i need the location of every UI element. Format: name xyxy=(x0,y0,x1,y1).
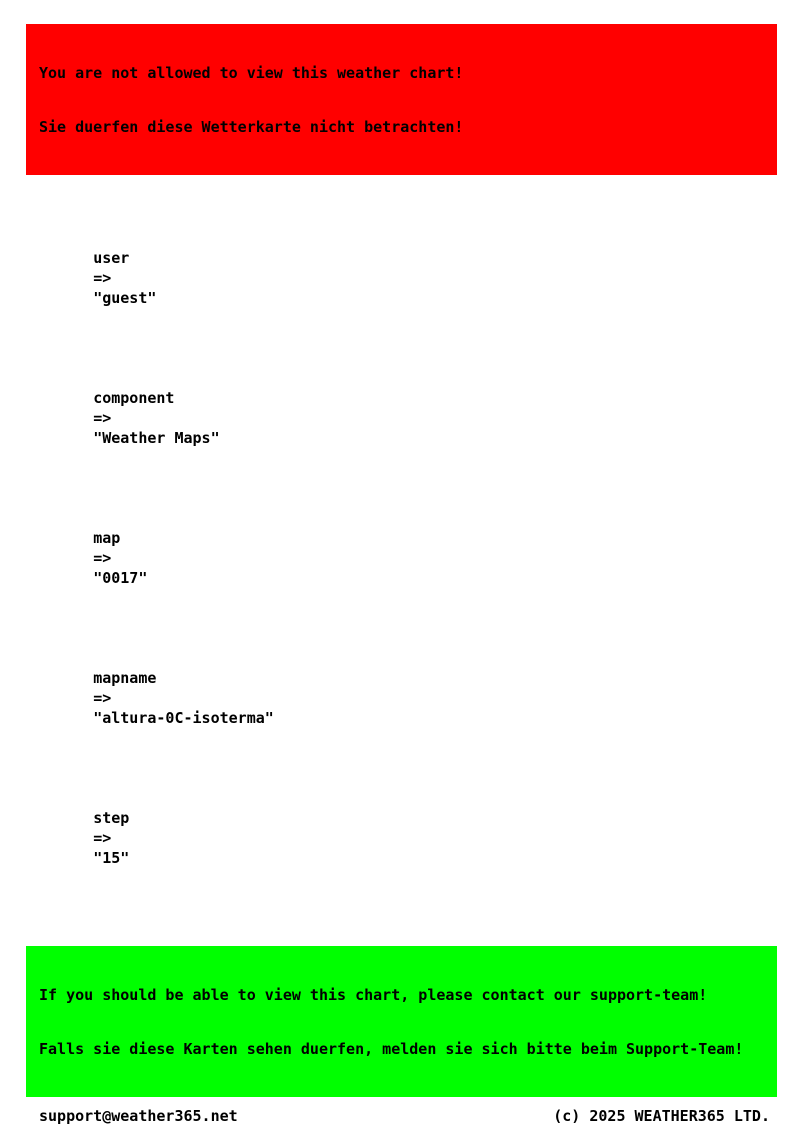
request-details xyxy=(39,188,800,928)
detail-key: step xyxy=(93,809,130,827)
detail-row-component xyxy=(39,368,800,468)
detail-key: user xyxy=(93,249,130,267)
copyright-notice: (c) 2025 WEATHER365 LTD. xyxy=(553,1107,770,1125)
detail-value: "guest" xyxy=(93,289,157,307)
detail-key: map xyxy=(93,529,121,547)
detail-row-user xyxy=(39,228,800,328)
support-info-banner xyxy=(26,946,777,1097)
detail-value: "0017" xyxy=(93,569,148,587)
detail-key: mapname xyxy=(93,669,157,687)
access-denied-message-en: You are not allowed to view this weather chart! xyxy=(39,64,464,82)
detail-row-step xyxy=(39,788,800,888)
detail-value: "Weather Maps" xyxy=(93,429,220,447)
detail-value: "altura-0C-isoterma" xyxy=(93,709,274,727)
access-denied-banner xyxy=(26,24,777,175)
page-footer xyxy=(39,1107,770,1125)
arrow-glyph: => xyxy=(93,829,112,847)
arrow-glyph: => xyxy=(93,269,112,287)
access-denied-page xyxy=(0,24,800,1125)
support-message-en: If you should be able to view this chart, please contact our support-team! xyxy=(39,986,708,1004)
detail-value: "15" xyxy=(93,849,130,867)
arrow-glyph: => xyxy=(93,689,112,707)
detail-row-mapname xyxy=(39,648,800,748)
detail-row-map xyxy=(39,508,800,608)
detail-key: component xyxy=(93,389,175,407)
access-denied-message-de: Sie duerfen diese Wetterkarte nicht betrachten! xyxy=(39,118,464,136)
arrow-glyph: => xyxy=(93,549,112,567)
support-email: support@weather365.net xyxy=(39,1107,238,1125)
arrow-glyph: => xyxy=(93,409,112,427)
support-message-de: Falls sie diese Karten sehen duerfen, melden sie sich bitte beim Support-Team! xyxy=(39,1040,744,1058)
